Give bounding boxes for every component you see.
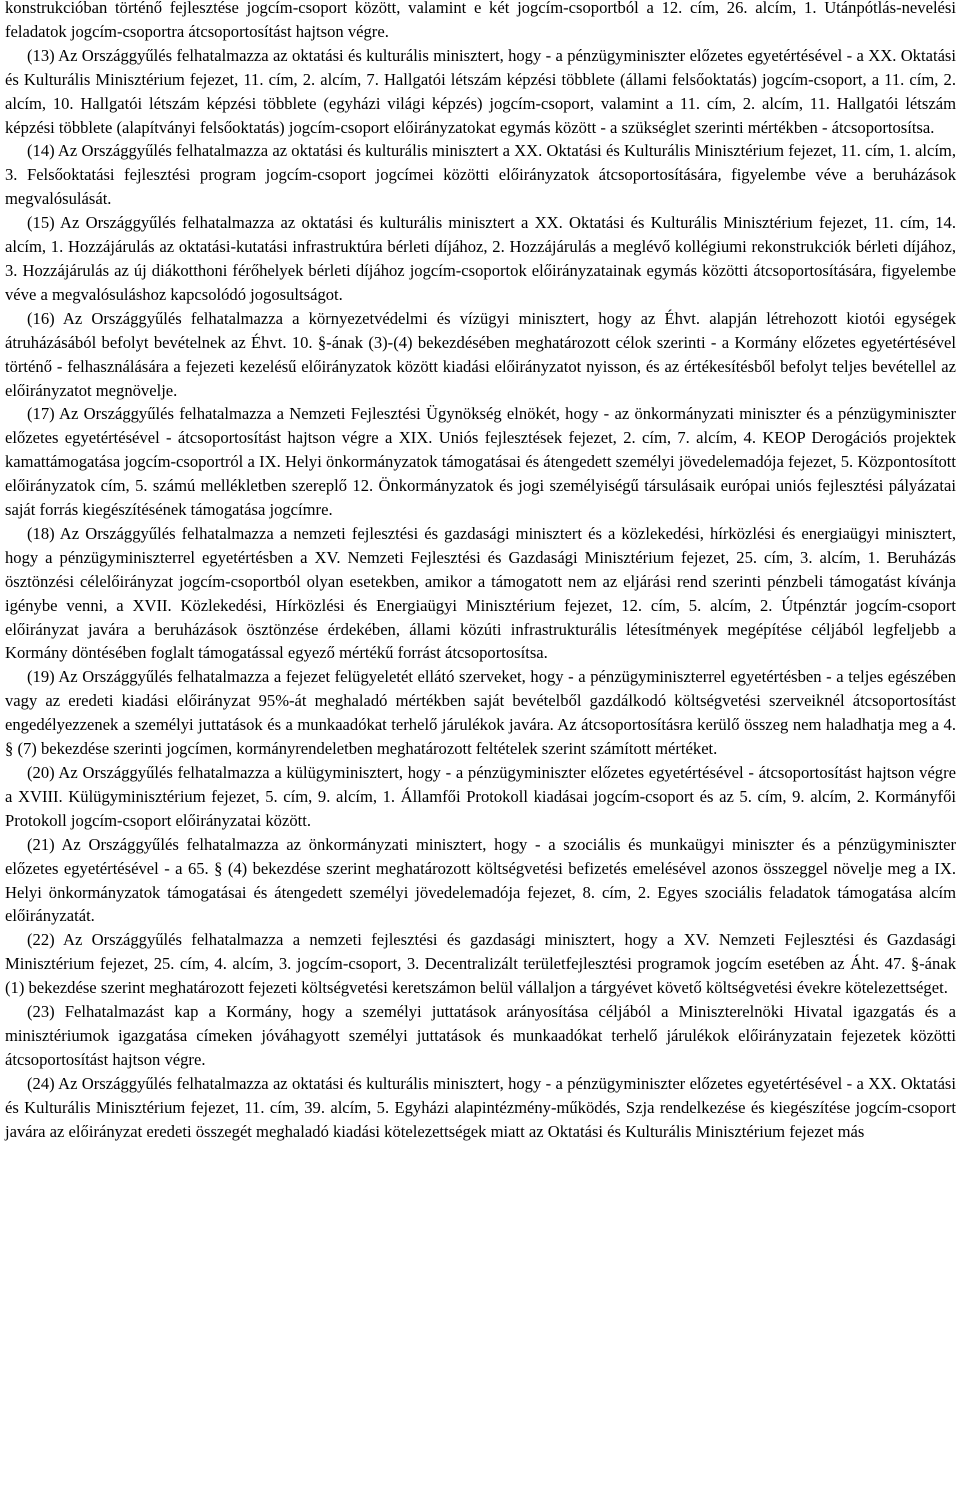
paragraph-16: (16) Az Országgyűlés felhatalmazza a környezetvédelmi és vízügyi minisztert, hogy az Éhvt. alapján létrehozott kiotói egységek átruházásából befolyt bevételnek az Éhvt. 10. §-ának (3)-(4) bekezdésében meghatározott célok szerinti - a Kormány előzetes egyetértésével történő - felhasználására a fejezeti kezelésű előirányzatok között kiadási előirányzatot nyisson, és az értékesítésből befolyt teljes bevétellel az előirányzatot megnövelje. (5, 308, 956, 400)
paragraph-14: (14) Az Országgyűlés felhatalmazza az oktatási és kulturális minisztert a XX. Oktatási és Kulturális Minisztérium fejezet, 11. cím, 1. alcím, 3. Felsőoktatási fejlesztési program jogcím-csoport jogcímei közötti előirányzatok átcsoportosítására, figyelembe véve a beruházások megvalósulását. (5, 141, 956, 209)
paragraph-15: (15) Az Országgyűlés felhatalmazza az oktatási és kulturális minisztert a XX. Oktatási és Kulturális Minisztérium fejezet, 11. cím, 14. alcím, 1. Hozzájárulás az oktatási-kutatási infrastruktúra bérleti díjához, 2. Hozzájárulás a meglévő kollégiumi rekonstrukciók bérleti díjához, 3. Hozzájárulás az új diákotthoni férőhelyek bérleti díjához jogcím-csoportok előirányzatainak egymás közötti átcsoportosítására, figyelembe véve a megvalósuláshoz kapcsolódó jogosultságot. (5, 213, 956, 304)
paragraph-19: (19) Az Országgyűlés felhatalmazza a fejezet felügyeletét ellátó szerveket, hogy - a pénzügyminiszterrel egyetértésben - a teljes egészében vagy az eredeti kiadási előirányzat 95%-át meghaladó mértékben saját bevételből gazdálkodó költségvetési szerveiknél átcsoportosítást engedélyezzenek a személyi juttatások és a munkaadókat terhelő járulékok javára. Az átcsoportosításra kerülő összeg nem haladhatja meg a 4. § (7) bekezdése szerinti jogcímen, kormányrendeletben meghatározott feltételek szerint számított mértéket. (5, 667, 956, 759)
paragraph-continuation: konstrukcióban történő fejlesztése jogcím-csoport között, valamint e két jogcím-csoportból a 12. cím, 26. alcím, 1. Utánpótlás-nevelési feladatok jogcím-csoportra átcsoportosítást hajtson végre. (5, 0, 956, 41)
paragraph-18: (18) Az Országgyűlés felhatalmazza a nemzeti fejlesztési és gazdasági minisztert és a közlekedési, hírközlési és energiaügyi minisztert, hogy a pénzügyminiszterrel egyetértésben a XV. Nemzeti Fejlesztési és Gazdasági Minisztérium fejezet, 25. cím, 3. alcím, 1. Beruházás ösztönzési célelőirányzat jogcím-csoportból olyan esetekben, amikor a támogatott nem az eljárási rend szerinti pénzbeli támogatást kívánja igénybe venni, a XVII. Közlekedési, Hírközlési és Energiaügyi Minisztérium fejezet, 12. cím, 5. alcím, 2. Útpénztár jogcím-csoport előirányzat javára a beruházások ösztönzése érdekében, állami közúti infrastrukturális létesítmények megépítése céljából legfeljebb a Kormány döntésében foglalt támogatással egyező mértékű forrást átcsoportosítsa. (5, 523, 956, 663)
paragraph-13: (13) Az Országgyűlés felhatalmazza az oktatási és kulturális minisztert, hogy - a pénzügyminiszter előzetes egyetértésével - a XX. Oktatási és Kulturális Minisztérium fejezet, 11. cím, 2. alcím, 7. Hallgatói létszám képzési többlete (állami felsőoktatás) jogcím-csoport, a 11. cím, 2. alcím, 10. Hallgatói létszám képzési többlete (egyházi világi képzés) jogcím-csoport, valamint a 11. cím, 2. alcím, 11. Hallgatói létszám képzési többlete (alapítványi felsőoktatás) jogcím-csoport előirányzatokat egymás között - a szükséglet szerinti mértékben - átcsoportosítsa. (5, 45, 956, 137)
paragraph-20: (20) Az Országgyűlés felhatalmazza a külügyminisztert, hogy - a pénzügyminiszter előzetes egyetértésével - átcsoportosítást hajtson végre a XVIII. Külügyminisztérium fejezet, 5. cím, 9. alcím, 1. Államfői Protokoll kiadásai jogcím-csoport és az 5. cím, 9. alcím, 2. Kormányfői Protokoll jogcím-csoport előirányzatai között. (5, 763, 956, 830)
paragraph-24: (24) Az Országgyűlés felhatalmazza az oktatási és kulturális minisztert, hogy - a pénzügyminiszter előzetes egyetértésével - a XX. Oktatási és Kulturális Minisztérium fejezet, 11. cím, 39. alcím, 5. Egyházi alapintézmény-működés, Szja rendelkezése és kiegészítése jogcím-csoport javára az előirányzat eredeti összegét meghaladó kiadási kötelezettségek miatt az Oktatási és Kulturális Minisztérium fejezet más (5, 1073, 956, 1141)
paragraph-21: (21) Az Országgyűlés felhatalmazza az önkormányzati minisztert, hogy - a szociális és munkaügyi miniszter és a pénzügyminiszter előzetes egyetértésével - a 65. § (4) bekezdése szerint meghatározott költségvetési befizetés emelésével azonos összeggel növelje meg a IX. Helyi önkormányzatok támogatásai és átengedett személyi jövedelemadója fejezet, 8. cím, 2. Egyes szociális feladatok támogatása alcím előirányzatát. (5, 834, 956, 926)
paragraph-23: (23) Felhatalmazást kap a Kormány, hogy a személyi juttatások arányosítása céljából a Miniszterelnöki Hivatal igazgatás és a minisztériumok igazgatása címeken jóváhagyott személyi juttatások és munkaadókat terhelő járulékok előirányzatain fejezetek közötti átcsoportosítást hajtson végre. (5, 1002, 956, 1069)
paragraph-17: (17) Az Országgyűlés felhatalmazza a Nemzeti Fejlesztési Ügynökség elnökét, hogy - az önkormányzati miniszter és a pénzügyminiszter előzetes egyetértésével - átcsoportosítást hajtson végre a XIX. Uniós fejlesztések fejezet, 2. cím, 7. alcím, 4. KEOP Derogációs projektek kamattámogatása jogcím-csoportról a IX. Helyi önkormányzatok támogatásai és átengedett személyi jövedelemadója fejezet, 5. Központosított előirányzatok cím, 5. számú mellékletben szereplő 12. Önkormányzatok és jogi személyiségű társulásaik európai uniós fejlesztési pályázatai saját forrás kiegészítésének támogatása jogcímre. (5, 404, 956, 520)
document-body (5, 0, 956, 1144)
paragraph-22: (22) Az Országgyűlés felhatalmazza a nemzeti fejlesztési és gazdasági minisztert, hogy a XV. Nemzeti Fejlesztési és Gazdasági Minisztérium fejezet, 25. cím, 4. alcím, 3. jogcím-csoport, 3. Decentralizált területfejlesztési programok jogcím esetében az Áht. 47. §-ának (1) bekezdése szerint meghatározott fejezeti költségvetési keretszámon belül vállaljon a tárgyévet követő költségvetési évekre kötelezettséget. (5, 930, 956, 998)
